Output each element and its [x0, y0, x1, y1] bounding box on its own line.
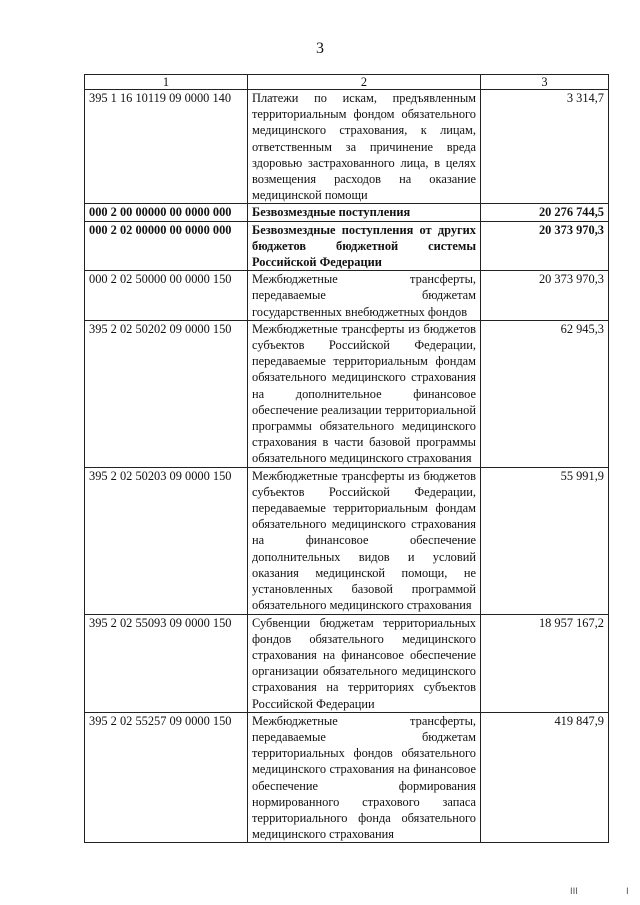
description-cell: Безвозмездные поступления от других бюджетов бюджетной системы Российской Федерации [248, 221, 481, 271]
table-row [85, 712, 609, 843]
budget-table [84, 74, 609, 843]
table-row [85, 221, 609, 271]
amount-cell: 55 991,9 [481, 467, 609, 614]
amount-cell: 18 957 167,2 [481, 614, 609, 712]
budget-code-cell: 395 2 02 55093 09 0000 150 [85, 614, 248, 712]
table-header [85, 75, 609, 90]
amount-cell: 62 945,3 [481, 320, 609, 467]
amount-cell: 419 847,9 [481, 712, 609, 843]
table-row [85, 90, 609, 204]
description-cell: Безвозмездные поступления [248, 204, 481, 221]
description-cell: Межбюджетные трансферты из бюджетов субъектов Российской Федерации, передаваемые территориальным фондам обязательного медицинского страхования на финансовое обеспечение дополнительных видов и условий оказания медицинской помощи, не установленных базовой программой обязательного медицинского страхования [248, 467, 481, 614]
budget-code-cell: 000 2 02 50000 00 0000 150 [85, 271, 248, 321]
budget-code-cell: 395 1 16 10119 09 0000 140 [85, 90, 248, 204]
budget-code-cell: 395 2 02 50202 09 0000 150 [85, 320, 248, 467]
budget-code-cell: 395 2 02 50203 09 0000 150 [85, 467, 248, 614]
amount-cell: 3 314,7 [481, 90, 609, 204]
amount-cell: 20 373 970,3 [481, 271, 609, 321]
table-row [85, 320, 609, 467]
description-cell: Платежи по искам, предъявленным территориальным фондом обязательного медицинского страхования, к лицам, ответственным за причинение вреда здоровью застрахованного лица, в целях возмещения расходов на оказание медицинской помощи [248, 90, 481, 204]
table-row [85, 467, 609, 614]
description-cell: Межбюджетные трансферты из бюджетов субъектов Российской Федерации, передаваемые территориальным фондам обязательного медицинского страхования на дополнительное финансовое обеспечение реализации территориальной программы обязательного медицинского страхования в части базовой программы обязательного медицинского страхования [248, 320, 481, 467]
description-cell: Субвенции бюджетам территориальных фондов обязательного медицинского страхования на финансовое обеспечение организации обязательного медицинского страхования на территориях субъектов Российской Федерации [248, 614, 481, 712]
footer-scan-mark: III [570, 887, 578, 897]
amount-cell: 20 276 744,5 [481, 204, 609, 221]
description-cell: Межбюджетные трансферты, передаваемые бюджетам территориальных фондов обязательного медицинского страхования на финансовое обеспечение формирования нормированного страхового запаса территориального фонда обязательного медицинского страхования [248, 712, 481, 843]
budget-code-cell: 395 2 02 55257 09 0000 150 [85, 712, 248, 843]
table-row [85, 271, 609, 321]
amount-cell: 20 373 970,3 [481, 221, 609, 271]
description-cell: Межбюджетные трансферты, передаваемые бюджетам государственных внебюджетных фондов [248, 271, 481, 321]
budget-code-cell: 000 2 02 00000 00 0000 000 [85, 221, 248, 271]
column-number-3: 3 [481, 75, 609, 90]
column-number-1: 1 [85, 75, 248, 90]
table-row [85, 614, 609, 712]
page-number: 3 [316, 40, 324, 57]
footer-scan-mark-2: I [626, 887, 629, 897]
table-row [85, 204, 609, 221]
column-number-2: 2 [248, 75, 481, 90]
budget-code-cell: 000 2 00 00000 00 0000 000 [85, 204, 248, 221]
table-body [85, 90, 609, 843]
